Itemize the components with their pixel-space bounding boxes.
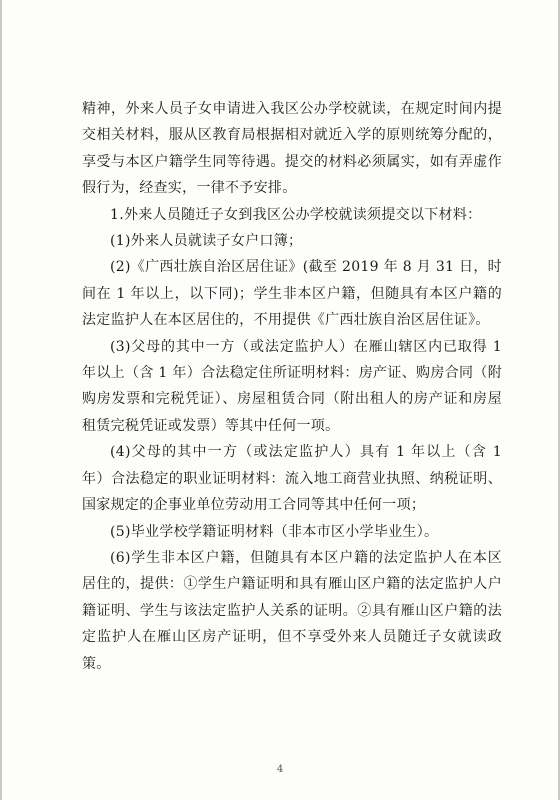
paragraph-item-3: (3)父母的其中一方（或法定监护人）在雁山辖区内已取得 1 年以上（含 1 年）合法稳定住所证明材料：房产证、购房合同（附购房发票和完税凭证）、房屋租赁合同（附出租人的房产证和房屋租赁完税凭证或发票）等其中任何一项。 — [82, 338, 502, 434]
paragraph-continuation: 精神，外来人员子女申请进入我区公办学校就读，在规定时间内提交相关材料，服从区教育局根据相对就近入学的原则统筹分配的，享受与本区户籍学生同等待遇。提交的材料必须属实，如有弄虚作假行为，经查实，一律不予安排。 — [82, 101, 502, 197]
paragraph-item-4: (4)父母的其中一方（或法定监护人）具有 1 年以上（含 1 年）合法稳定的职业证明材料：流入地工商营业执照、纳税证明、国家规定的企事业单位劳动用工合同等其中任何一项； — [82, 444, 502, 514]
paragraph-item-6: (6)学生非本区户籍，但随具有本区户籍的法定监护人在本区居住的，提供：①学生户籍证明和具有雁山区户籍的法定监护人户籍证明、学生与该法定监护人关系的证明。②具有雁山区户籍的法定监护人在雁山区房产证明，但不享受外来人员随迁子女就读政策。 — [82, 549, 502, 672]
paragraph-section-heading: 1.外来人员随迁子女到我区公办学校就读须提交以下材料： — [110, 206, 482, 223]
page-number: 4 — [276, 764, 284, 775]
paragraph-item-2: (2)《广西壮族自治区居住证》(截至 2019 年 8 月 31 日，时间在 1 年以上，以下同)；学生非本区户籍，但随具有本区户籍的法定监护人在本区居住的，不用提供《广西壮族自治区居住证》。 — [82, 259, 502, 329]
paragraph-item-5: (5)毕业学校学籍证明材料（非本市区小学毕业生）。 — [110, 523, 439, 540]
document-body — [82, 96, 502, 677]
paragraph-item-1: (1)外来人员就读子女户口簿； — [110, 233, 303, 250]
scan-edge-left — [0, 0, 2, 800]
